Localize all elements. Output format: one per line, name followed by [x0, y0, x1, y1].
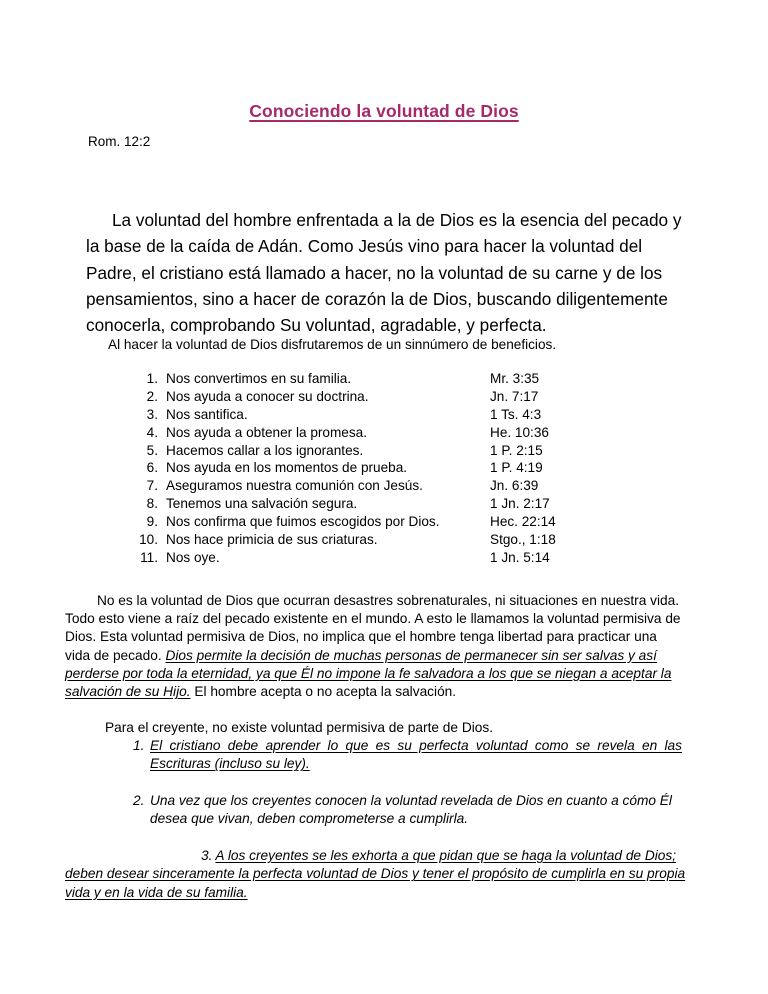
list-item-reference: Jn. 6:39	[490, 478, 539, 494]
list-item-label: Nos oye.	[166, 549, 220, 565]
list-item	[132, 514, 612, 532]
believer-section-intro: Para el creyente, no existe voluntad permisiva de parte de Dios.	[105, 720, 494, 735]
page-title-text: Conociendo la voluntad de Dios	[249, 100, 519, 121]
list-item-reference: Mr. 3:35	[490, 371, 540, 386]
lead-paragraph: La voluntad del hombre enfrentada a la de Dios es la esencia del pecado y la base de la caída de Adán. Como Jesús vino para hacer la voluntad del Padre, el cristiano está llamado a hacer, no la voluntad de su carne y de los pensamientos, sino a hacer de corazón la de Dios, buscando diligentemente conocerla, comprobando Su voluntad, agradable, y perfecta.	[86, 210, 682, 335]
believer-point-3-number: 3.	[201, 848, 213, 863]
list-item	[132, 460, 612, 478]
list-item-reference: 1 Jn. 5:14	[490, 549, 550, 565]
believer-point-2-number: 2.	[133, 793, 145, 808]
list-item-label: Hacemos callar a los ignorantes.	[166, 442, 364, 458]
list-item-number: 7.	[146, 478, 158, 494]
list-item-label: Nos santifica.	[166, 406, 248, 422]
list-item-label: Nos hace primicia de sus criaturas.	[166, 532, 378, 548]
list-item-number: 3.	[146, 406, 158, 422]
list-item	[132, 532, 612, 550]
list-item-label: Nos ayuda a conocer su doctrina.	[166, 388, 369, 404]
list-item-label: Aseguramos nuestra comunión con Jesús.	[166, 478, 423, 494]
list-item-number: 6.	[146, 460, 158, 476]
permissive-will-paragraph	[65, 592, 685, 702]
list-item	[132, 389, 612, 407]
permissive-will-part1: No es la voluntad de Dios que ocurran desastres sobrenaturales, ni situaciones en nuestra vida. Todo esto viene a raíz del pecado existente en el mundo. A esto le llamamos la voluntad permisiva de Dios. Esta voluntad permisiva de Dios, no implica que el hombre tenga libertad para practicar una vida de pecado.	[65, 592, 681, 663]
believer-point-2-text: Una vez que los creyentes conocen la voluntad revelada de Dios en cuanto a cómo Él desea que vivan, deben comprometerse a cumplirla.	[150, 793, 672, 827]
list-item-label: Tenemos una salvación segura.	[166, 496, 358, 512]
list-item-reference: He. 10:36	[490, 424, 549, 440]
list-item	[132, 371, 612, 389]
list-item	[132, 550, 612, 568]
list-item-number: 8.	[146, 496, 158, 512]
list-item-label: Nos ayuda a obtener la promesa.	[166, 424, 368, 440]
list-item-label: Nos ayuda en los momentos de prueba.	[166, 460, 408, 476]
scripture-reference: Rom. 12:2	[88, 134, 151, 149]
list-item-reference: Jn. 7:17	[490, 388, 539, 404]
list-item-number: 11.	[140, 549, 158, 565]
believer-point-3-text: A los creyentes se les exhorta a que pidan que se haga la voluntad de Dios; deben desear sinceramente la perfecta voluntad de Dios y tener el propósito de cumplirla en su propia vida y en la vida de su familia.	[65, 848, 686, 900]
permissive-will-part2: El hombre acepta o no acepta la salvación.	[190, 684, 457, 700]
benefits-list	[132, 371, 612, 568]
list-item	[132, 443, 612, 461]
believer-point-1-text: El cristiano debe aprender lo que es su perfecta voluntad como se revela en las Escrituras (incluso su ley).	[150, 738, 682, 772]
permissive-will-emphasis: Dios permite la decisión de muchas personas de permanecer sin ser salvas y así perderse por toda la eternidad, ya que Él no impone la fe salvadora a los que se niegan a aceptar la salvación de su Hijo.	[65, 647, 672, 700]
list-item-reference: 1 Ts. 4:3	[490, 406, 542, 422]
believer-point-2	[133, 792, 673, 829]
list-item-number: 5.	[146, 442, 158, 458]
list-item-reference: 1 P. 2:15	[490, 442, 543, 458]
list-item-number: 1.	[146, 371, 158, 386]
list-item-reference: Hec. 22:14	[490, 514, 556, 530]
list-item-number: 10.	[139, 532, 158, 548]
list-item-reference: 1 Jn. 2:17	[490, 496, 550, 512]
list-item	[132, 478, 612, 496]
list-item-label: Nos convertimos en su familia.	[166, 371, 352, 386]
list-item-number: 4.	[146, 424, 158, 440]
list-item	[132, 425, 612, 443]
believer-point-3	[65, 847, 687, 902]
list-item-number: 9.	[146, 514, 158, 530]
list-item-label: Nos confirma que fuimos escogidos por Dios.	[166, 514, 440, 530]
list-item-number: 2.	[146, 388, 158, 404]
list-item	[132, 496, 612, 514]
believer-point-1	[133, 737, 682, 774]
list-item-reference: 1 P. 4:19	[490, 460, 543, 476]
list-item-reference: Stgo., 1:18	[490, 532, 556, 548]
page-title	[0, 101, 768, 122]
believer-point-1-number: 1.	[133, 738, 145, 753]
list-item	[132, 407, 612, 425]
benefits-list-intro: Al hacer la voluntad de Dios disfrutaremos de un sinnúmero de beneficios.	[108, 337, 557, 352]
